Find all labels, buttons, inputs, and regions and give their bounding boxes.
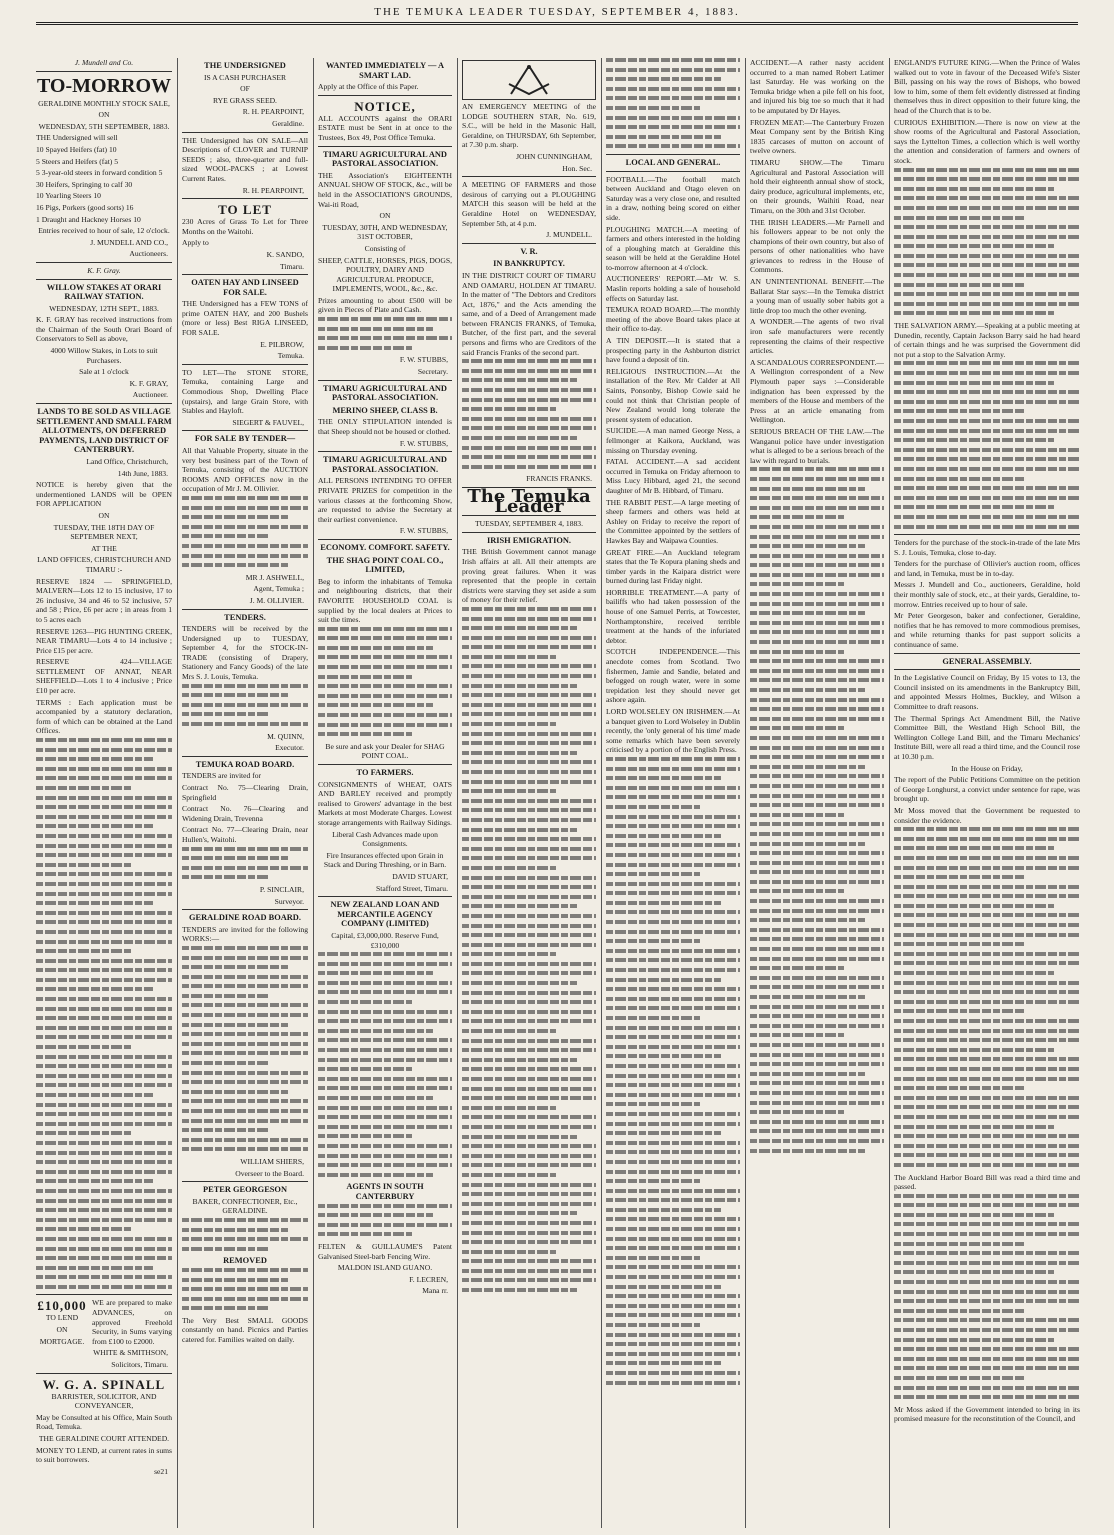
barrister-title: BARRISTER, SOLICITOR, AND CONVEYANCER, <box>51 1391 157 1411</box>
oaten-text: THE Undersigned has a FEW TONS of prime OATEN HAY, and 200 Bushels (more or less) Best RIGA LINSEED, FOR SALE. <box>182 299 308 338</box>
clover-sale: THE Undersigned has ON SALE—All Descriptions of CLOVER and TURNIP SEEDS ; also, three-quarter and full-sized WOOL-PACKS ; at Lowest Current Rates. <box>182 135 308 183</box>
england-future-king-item: ENGLAND'S FUTURE KING.—When the Prince of Wales walked out to vote in favour of the Deceased Wife's Sister Bill, passing on his way the rows of Bishops, who bowed low to him, some of them felt evidently distressed at finding themselves thus in direct opposition to their future king, the head of the Church that is to be. <box>894 58 1080 115</box>
agents-signature: F. LECREN, <box>409 1274 448 1284</box>
reserve-1824: RESERVE 1824 — SPRINGFIELD, MALVERN—Lots 12 to 15 inclusive, 17 to 26 inclusive, 34 and 46 to 52 inclusive, 57 and 58 ; Price, £6 per acre ; in areas from 1 to 5 acres each <box>36 576 172 624</box>
curious-exhibition-item: CURIOUS EXHIBITION.—There is now on view at the show rooms of the Agricultural and Pastoral Association, says the Lyttelton Times, a collection which is well worthy the attention and consideration of farmers and owners of stock. <box>894 117 1080 165</box>
lands-day: TUESDAY, THE 18TH DAY OF SEPTEMBER NEXT, <box>53 522 155 542</box>
maldon-text: MALDON ISLAND GUANO. <box>337 1263 433 1273</box>
irish-emigration-heading: IRISH EMIGRATION. <box>486 535 572 545</box>
gray-credit: K. F. Gray. <box>87 265 121 275</box>
accident-item: ACCIDENT.—A rather nasty accident occurred to a man named Robert Latimer last Saturday. He was working on the Temuka bridge when a pile fell on his foot, and injured his big toe so much that it had to be amputated by Dr Hayes. <box>750 58 884 115</box>
fatal-accident-item: FATAL ACCIDENT.—A sad accident occurred in Temuka on Friday afternoon to Miss Lucy Hibbard, aged 21, the second daughter of Mr B. Hibbard, of Timaru. <box>606 457 740 495</box>
column-divider <box>889 58 890 1528</box>
show-items: SHEEP, CATTLE, HORSES, PIGS, DOGS, POULTRY, DAIRY AND AGRICULTURAL PRODUCE, IMPLEMENTS, WOOL, &c., &c. <box>318 255 452 294</box>
willow-date: WEDNESDAY, 12TH SEPT., 1883. <box>49 303 159 313</box>
sale-date: WEDNESDAY, 5TH SEPTEMBER, 1883. <box>38 121 170 131</box>
breach-of-law-item: SERIOUS BREACH OF THE LAW.—The Wanganui police have under investigation what is alleged to be a serious breach of the law with regard to burials. <box>750 426 884 465</box>
franks-signature: FRANCIS FRANKS. <box>526 474 592 484</box>
stock-line: 10 Spayed Heifers (fat) 10 <box>36 144 117 154</box>
undersigned-heading: THE UNDERSIGNED <box>204 61 286 70</box>
column-4 <box>462 58 596 1528</box>
house-heading: In the House on Friday, <box>951 763 1023 773</box>
body-text-lines <box>606 58 740 148</box>
money-mortgage: MORTGAGE. <box>39 1336 85 1346</box>
column-divider <box>177 58 178 1528</box>
stock-line: 10 Yearling Steers 10 <box>36 191 101 201</box>
paper-date: TUESDAY, SEPTEMBER 4, 1883. <box>474 519 584 529</box>
ploughing-item: PLOUGHING MATCH.—A meeting of farmers and others interested in the holding of a ploughing match at Geraldine this season will be held at the Geraldine Hotel to-morrow afternoon at 4 o'clock. <box>606 224 740 272</box>
cunningham-signature: JOHN CUNNINGHAM, <box>516 151 592 161</box>
divider <box>182 756 308 757</box>
money-on: ON <box>56 1325 68 1335</box>
divider <box>894 534 1080 535</box>
ollivier-signature: J. M. OLLIVIER. <box>249 595 304 605</box>
royal-crest-vr: V. R. <box>520 246 538 256</box>
merino-text: THE ONLY STIPULATION intended is that Sheep should not be housed or clothed. <box>318 417 452 436</box>
frozen-meat-item: FROZEN MEAT:—The Canterbury Frozen Meat Company sent by the British King 1835 carcases of mutton on account of twelve owners. <box>750 117 884 156</box>
divider <box>318 896 452 897</box>
entries-note: Entries received to hour of sale, 12 o'clock. <box>38 226 170 236</box>
body-text-lines <box>182 847 308 880</box>
body-text-lines <box>462 607 596 1292</box>
wanted-heading: WANTED IMMEDIATELY — A SMART LAD. <box>325 61 445 80</box>
agents-heading: AGENTS IN SOUTH CANTERBURY <box>346 1182 424 1201</box>
body-text-lines <box>894 168 1080 316</box>
great-fire-item: GREAT FIRE.—An Auckland telegram states that the Te Kopura planing sheds and timber yards in the Kaipara district were burned during last Friday night. <box>606 547 740 586</box>
terms-text: TERMS : Each application must be accompanied by a statutory declaration, form of which can be obtained at the Land Offices. <box>36 697 172 736</box>
lands-office: Land Office, Christchurch, <box>86 457 168 466</box>
cunningham-role: Hon. Sec. <box>562 163 592 173</box>
sando-place: Timaru. <box>280 261 304 271</box>
divider <box>182 132 308 133</box>
notice-heading: NOTICE, <box>354 98 416 114</box>
pilbrow-place: Temuka. <box>277 351 304 361</box>
football-item: FOOTBALL.—The football match between Auckland and Otago eleven on Saturday was a very close one, and resulted in a draw, nothing being scored on either side. <box>606 174 740 222</box>
to-let-heading: TO LET <box>218 202 272 218</box>
body-text-lines <box>750 467 884 1152</box>
sale-intro: THE Undersigned will sell <box>36 133 118 143</box>
apply-to: Apply to <box>182 238 209 248</box>
quinn-signature: M. QUINN, <box>267 731 304 741</box>
stuart-address: Stafford Street, Timaru. <box>376 883 448 893</box>
divider <box>182 274 308 275</box>
sale-on: ON <box>98 110 110 120</box>
ad-reference: se21 <box>154 1466 168 1476</box>
store-to-let: TO LET—The STONE STORE, Temuka, containing Large and Commodious Shop, Dwelling Place (upstairs), and large Grain Store, with Stables and Hayloft. <box>182 367 308 416</box>
mundell-signature: J. MUNDELL. <box>546 230 592 240</box>
body-text-lines <box>462 359 596 469</box>
column-1 <box>36 58 172 1528</box>
divider <box>462 176 596 177</box>
tenders-ollivier-note: Tenders for the purchase of Ollivier's auction room, offices and land, in Temuka, must be in to-day. <box>894 559 1080 578</box>
body-text-lines <box>182 496 308 567</box>
divider <box>462 532 596 533</box>
pilbrow-signature: E. PILBROW, <box>260 339 304 349</box>
white-signature: WHITE & SMITHSON, <box>93 1348 168 1358</box>
lands-date: 14th June, 1883. <box>117 468 168 478</box>
body-text-lines <box>318 627 452 737</box>
compass-square-icon <box>499 64 559 96</box>
tenders-louis-note: Tenders for the purchase of the stock-in-trade of the late Mrs S. J. Louis, Temuka, close to-day. <box>894 538 1080 557</box>
divider <box>182 198 308 199</box>
notice-text: ALL ACCOUNTS against the ORARI ESTATE must be Sent in at once to the Trustees, Box 49, Post Office Temuka. <box>318 113 452 142</box>
lands-on: ON <box>98 510 110 520</box>
shiers-signature: WILLIAM SHIERS, <box>240 1156 304 1166</box>
meeting-text: A MEETING OF FARMERS and those desirous of carrying out a PLOUGHING MATCH this season will be held at the Geraldine Hotel on WEDNESDAY, September 5th, at 4 p.m. <box>462 180 596 228</box>
auctioneers-item: AUCTIONEERS' REPORT.—Mr W. S. Maslin reports holding a sale of household effects on Saturday last. <box>606 274 740 303</box>
removed-heading: REMOVED <box>223 1256 267 1266</box>
suicide-item: SUICIDE.—A man named George Ness, a fellmonger at Kaikora, Auckland, was missing on Thursday evening. <box>606 426 740 455</box>
to-let-text: 230 Acres of Grass To Let for Three Months on the Waitohi. <box>182 217 308 236</box>
body-text-lines <box>182 1218 308 1251</box>
gray-role: Auctioneer. <box>132 390 168 400</box>
geraldine-court: THE GERALDINE COURT ATTENDED. <box>38 1434 170 1443</box>
assembly-text: In the Legislative Council on Friday, By 15 votes to 13, the Council insisted on its amendments in the Bankruptcy Bill, and appointed Messrs Holmes, Buckley, and Wilson a Committee to draft reasons. <box>894 673 1080 711</box>
money-amount: £10,000 <box>37 1298 87 1314</box>
divider <box>36 71 172 72</box>
religious-item: RELIGIOUS INSTRUCTION.—At the installation of the Rev. Mr Calder at All Saints, Ponsonby, Bishop Cowie said he could not think that Christian people of New Zealand would long tolerate the present system of education. <box>606 366 740 424</box>
divider <box>182 909 308 910</box>
to-morrow-heading: TO-MORROW <box>36 74 172 97</box>
merino-heading: MERINO SHEEP, CLASS B. <box>332 405 438 415</box>
column-6 <box>750 58 884 1528</box>
sando-signature: K. SANDO, <box>266 249 304 259</box>
pearpoint-signature: R. H. PEARPOINT, <box>242 185 304 195</box>
divider <box>318 146 452 147</box>
body-text-lines <box>182 1268 308 1310</box>
wanted-apply: Apply at the Office of this Paper. <box>318 82 419 92</box>
masonic-emblem <box>462 60 596 100</box>
baker-title: BAKER, CONFECTIONER, Etc., GERALDINE. <box>192 1196 298 1216</box>
white-role: Solicitors, Timaru. <box>111 1360 168 1370</box>
gray-signature: K. F. GRAY, <box>129 378 168 388</box>
auckland-harbor-text: The Auckland Harbor Board Bill was read a third time and passed. <box>894 1172 1080 1192</box>
stock-line: 5 3-year-old steers in forward condition 5 <box>36 168 163 178</box>
willow-body: K. F. GRAY has received instructions from the Chairman of the South Orari Board of Conservators to Sell as above, <box>36 315 172 344</box>
cash-of: OF <box>240 84 250 94</box>
divider <box>462 243 596 244</box>
exhibitors-text: ALL PERSONS INTENDING TO OFFER PRIVATE PRIZES for competition in the various classes at the forthcoming Show, are requested to advise the Secretary at their earliest convenience. <box>318 476 452 524</box>
paper-title: The Temuka Leader <box>467 485 591 517</box>
body-text-lines <box>894 1194 1080 1399</box>
money-to-lend: TO LEND <box>45 1313 79 1323</box>
reserve-1263: RESERVE 1263—PIG HUNTING CREEK, NEAR TIMARU—Lots 4 to 14 inclusive ; Price £15 per acre. <box>36 626 172 655</box>
willow-title: WILLOW STAKES AT ORARI RAILWAY STATION. <box>46 282 162 302</box>
rye-grass: RYE GRASS SEED. <box>213 95 277 105</box>
road-tenders: TENDERS are invited for <box>182 771 262 781</box>
divider <box>182 1181 308 1182</box>
column-divider <box>313 58 314 1528</box>
body-text-lines <box>606 757 740 1385</box>
contract-76: Contract No. 76—Clearing and Widening Drain, Trevenna <box>182 804 308 823</box>
ashwell-signature: MR J. ASHWELL, <box>245 572 304 582</box>
show-consisting: Consisting of <box>364 243 406 253</box>
general-assembly-heading: GENERAL ASSEMBLY. <box>942 656 1032 666</box>
shag-point-heading: THE SHAG POINT COAL CO., LIMITED, <box>326 555 444 575</box>
divider <box>36 262 172 263</box>
pearpoint-place: Geraldine. <box>272 118 304 128</box>
temuka-road-board: TEMUKA ROAD BOARD. <box>195 759 295 769</box>
wonder-item: A WONDER.—The agents of two rival iron safe manufacturers were recently representing the claims of their respective articles. <box>750 317 884 356</box>
money-text: WE are prepared to make ADVANCES, on approved Freehold Security, in Sums varying from £100 to £2000. <box>92 1298 172 1346</box>
divider <box>182 364 308 365</box>
tender-text: All that Valuable Property, situate in the very best business part of the Town of Temuka, consisting of the AUCTION ROOMS AND OFFICES now in the occupation of Mr J. M. Ollivier. <box>182 446 308 494</box>
willow-stakes: 4000 Willow Stakes, in Lots to suit Purchasers. <box>50 346 158 365</box>
siegert-signature: SIEGERT & FAUVEL, <box>232 417 304 427</box>
cash-purchaser: IS A CASH PURCHASER <box>203 72 287 82</box>
lands-at: AT THE <box>91 543 117 553</box>
tenders-text: TENDERS will be received by the Undersigned up to TUESDAY, September 4, for the STOCK-IN-TRADE (consisting of Drapery, Stationery and Fancy Goods) of the late Mrs S. J. Louis, Temuka. <box>182 624 308 682</box>
money-lend-ad <box>36 1298 172 1348</box>
capital-text: Capital, £3,000,000. Reserve Fund, £310,000 <box>331 930 439 950</box>
sinclair-signature: P. SINCLAIR, <box>259 884 304 894</box>
mundell-signature: J. MUNDELL AND CO., <box>90 237 168 247</box>
petitions-text: The report of the Public Petitions Committee on the petition of George Longhurst, a convict under sentence for rape, was brought up. <box>894 775 1080 804</box>
divider <box>36 403 172 404</box>
divider <box>36 1294 172 1295</box>
baker-text: The Very Best SMALL GOODS constantly on hand. Picnics and Parties catered for. Families waited on daily. <box>182 1315 308 1345</box>
tin-deposit-item: A TIN DEPOSIT.—It is stated that a prospecting party in the Ashburton district have found a deposit of tin. <box>606 336 740 365</box>
body-text-lines <box>182 684 308 726</box>
moss-end-text: Mr Moss asked if the Government intended to bring in its promised measure for the reconstitution of the Council, and <box>894 1404 1080 1424</box>
contract-77: Contract No. 77—Clearing Drain, near Hullen's, Waitohi. <box>182 825 308 844</box>
moss-text: Mr Moss moved that the Government be requested to consider the evidence. <box>894 805 1080 825</box>
page-masthead: THE TEMUKA LEADER TUESDAY, SEPTEMBER 4, 1883. <box>374 6 740 18</box>
divider <box>36 279 172 280</box>
mundell-credit: J. Mundell and Co. <box>74 58 134 67</box>
felten-text: FELTEN & GUILLAUME'S Patent Galvanised Steel-barb Fencing Wire. <box>318 1241 452 1261</box>
mana-reference: Mana rr. <box>422 1286 448 1296</box>
mundell-sale-note: Messrs J. Mundell and Co., auctioneers, Geraldine, hold their monthly sale of stock, etc., at their yards, Geraldine, to-morrow. Entries received up to hour of sale. <box>894 580 1080 609</box>
timaru-ag-heading: TIMARU AGRICULTURAL AND PASTORAL ASSOCIATION. <box>323 383 447 403</box>
for-sale-tender-heading: FOR SALE BY TENDER— <box>194 434 296 444</box>
willow-sale-time: Sale at 1 o'clock <box>79 367 129 377</box>
road-board-item: TEMUKA ROAD BOARD.—The monthly meeting of the above Board takes place at their office to-day. <box>606 305 740 334</box>
aspinall-name: W. G. A. SPINALL <box>42 1376 166 1392</box>
timaru-show-item: TIMARU SHOW.—The Timaru Agricultural and Pastoral Association will hold their eighteenth annual show of stock, dairy produce, agricultural implements, etc, on their grounds, Waihiti Road, near Timaru, on the 30th and 31st October. <box>750 157 884 215</box>
bankruptcy-heading: IN BANKRUPTCY. <box>493 259 565 269</box>
nz-loan-heading: NEW ZEALAND LOAN AND MERCANTILE AGENCY COMPANY (LIMITED) <box>330 900 440 929</box>
scandalous-item: A SCANDALOUS CORRESPONDENT.—A Wellington correspondent of a New Plymouth paper says :—Considerable indignation has been expressed by the members of the House and members of the Press at an article emanating from Wellington. <box>750 357 884 425</box>
column-divider <box>745 58 746 1528</box>
body-text-lines <box>318 952 452 1177</box>
prizes-text: Prizes amounting to about £500 will be given in Pieces of Plate and Cash. <box>318 295 452 315</box>
economy-heading: ECONOMY. COMFORT. SAFETY. <box>320 542 450 552</box>
stock-line: 16 Pigs, Porkers (good sorts) 16 <box>36 202 134 212</box>
column-divider <box>457 58 458 1528</box>
stock-line: 5 Steers and Heifers (fat) 5 <box>36 156 119 166</box>
reserve-424: RESERVE 424—VILLAGE SETTLEMENT OF ANNAT, NEAR SHEFFIELD—Lots 1 to 4 inclusive ; Price £10 per acre. <box>36 657 172 696</box>
scotch-independence-item: SCOTCH INDEPENDENCE.—This anecdote comes from Scotland. Two fishermen, Jamie and Sandie, belated and befogged on rough water, were in some trepidation lest they should never get ashore again. <box>606 647 740 705</box>
geraldine-road-board: GERALDINE ROAD BOARD. <box>189 913 301 923</box>
masthead-rule <box>36 22 1078 23</box>
body-text-lines <box>894 361 1080 528</box>
column-2 <box>182 58 308 1528</box>
stock-line: 1 Draught and Hackney Horses 10 <box>36 214 141 224</box>
shag-text: Beg to inform the inhabitants of Temuka and neighbouring districts, that their FAVORITE HOUSEHOLD COAL is supplied by the local dealers at Prices to suit the times. <box>318 576 452 625</box>
fire-text: Fire Insurances effected upon Grain in Stack and During Threshing, or in Barn. <box>323 850 447 870</box>
divider <box>606 154 740 155</box>
mundell-role: Auctioneers. <box>129 249 168 259</box>
shag-sure: Be sure and ask your Dealer for SHAG POINT COAL. <box>325 741 445 761</box>
show-on: ON <box>379 211 391 221</box>
shiers-role: Overseer to the Board. <box>235 1168 304 1178</box>
stock-line: 30 Heifers, Springing to calf 30 <box>36 179 133 189</box>
column-divider <box>601 58 602 1528</box>
oaten-title: OATEN HAY AND LINSEED FOR SALE. <box>191 278 299 297</box>
tenders-heading: TENDERS. <box>224 612 266 622</box>
wolseley-item: LORD WOLSELEY ON IRISHMEN.—At a banquet given to Lord Wolseley in Dublin recently, the 'only general of his time' made some remarks which have been severely criticised by a portion of the English Press. <box>606 707 740 755</box>
show-dates: TUESDAY, 30TH, AND WEDNESDAY, 31ST OCTOBER, <box>322 222 448 242</box>
salvation-army-item: THE SALVATION ARMY.—Speaking at a public meeting at Dunedin, recently, Captain Jackson Barry said he had heard of certain things and he was surprised the Government did not put a stop to the Salvation Army. <box>894 321 1080 359</box>
assembly-text-2: The Thermal Springs Act Amendment Bill, the Native Committee Bill, the Westland High School Bill, the Wellington College Land Bill, and the Timaru Mechanics' Institute Bill, were all read a third time, and the Council rose at 10.30 p.m. <box>894 713 1080 761</box>
timaru-ag-heading: TIMARU AGRICULTURAL AND PASTORAL ASSOCIATION. <box>323 455 447 474</box>
emergency-text: AN EMERGENCY MEETING of the LODGE SOUTHERN STAR, No. 619, S.C., will be held in the Masonic Hall, Geraldine, on THURSDAY, 6th September, at 7.30 p.m. sharp. <box>462 102 596 150</box>
stubbs-signature: F. W. STUBBS, <box>399 355 448 365</box>
divider <box>318 380 452 381</box>
timaru-ag-text: THE Association's EIGHTEENTH ANNUAL SHOW OF STOCK, &c., will be held in the ASSOCIATION'S GROUNDS, Wai-iti Road, <box>318 170 452 209</box>
body-text-lines <box>318 1204 452 1237</box>
ashwell-role: Agent, Temuka ; <box>253 584 304 594</box>
stuart-signature: DAVID STUART, <box>392 871 448 881</box>
divider <box>894 653 1080 654</box>
farmers-heading: TO FARMERS. <box>356 768 414 777</box>
divider <box>182 609 308 610</box>
divider <box>182 430 308 431</box>
body-text-lines <box>318 317 452 350</box>
lands-where: LAND OFFICES, CHRISTCHURCH AND TIMARU :- <box>37 555 171 574</box>
consignments-text: CONSIGNMENTS of WHEAT, OATS AND BARLEY received and promptly realised to Growers' advantage in the best Markets at most Moderate Charges. Lowest storage arrangements with Railway Sidings. <box>318 779 452 827</box>
geraldine-tenders: TENDERS are invited for the following WORKS:— <box>182 924 308 944</box>
masthead-rule-2 <box>36 24 1078 25</box>
body-text-lines <box>36 738 172 1289</box>
bankruptcy-text: IN THE DISTRICT COURT OF TIMARU AND OAMARU, HOLDEN AT TIMARU. In the matter of "The Debtors and Creditors Act, 1876," and the Acts amending the same, and of a Deed of Arrangement made between FRANCIS FRANKS, of Temuka, Butcher, of the first part, and the several persons and firms who are Creditors of the said Francis Franks of the second part. <box>462 270 596 357</box>
rabbit-pest-item: THE RABBIT PEST.—A large meeting of sheep farmers and others was held at Ashley on Friday to receive the report of the Committee appointed by the settlers of Hawkes Bay and Waipawa Counties. <box>606 497 740 545</box>
sale-title: GERALDINE MONTHLY STOCK SALE, <box>38 98 170 108</box>
horrible-treatment-item: HORRIBLE TREATMENT.—A party of bailiffs who had taken possession of the house of one Samuel Perris, at Towcester, Northamptonshire, received terrible treatment at the hands of the infuriated debtor. <box>606 587 740 645</box>
stubbs-role: Secretary. <box>417 367 448 377</box>
liberal-text: Liberal Cash Advances made upon Consignments. <box>332 829 438 849</box>
lands-notice: NOTICE is hereby given that the undermentioned LANDS will be OPEN FOR APPLICATION <box>36 480 172 509</box>
barrister-text: May be Consulted at his Office, Main South Road, Temuka. <box>36 1412 172 1432</box>
georgeson-note: Mr Peter Georgeson, baker and confectioner, Geraldine, notifies that he has removed to more commodious premises, and while returning thanks for past support solicits a continuance of same. <box>894 611 1080 650</box>
lands-title: LANDS TO BE SOLD AS VILLAGE SETTLEMENT AND SMALL FARM ALLOTMENTS, ON DEFERRED PAYMENTS, LAND DISTRICT OF CANTERBURY. <box>36 407 172 455</box>
body-text-lines <box>182 946 308 1151</box>
pearpoint-signature: R. H. PEARPOINT, <box>242 107 304 117</box>
body-text-lines <box>894 827 1080 1167</box>
stubbs-signature: F. W. STUBBS, <box>399 526 448 536</box>
column-5 <box>606 58 740 1528</box>
timaru-ag-heading: TIMARU AGRICULTURAL AND PASTORAL ASSOCIATION. <box>323 149 447 169</box>
contract-75: Contract No. 75—Clearing Drain, Springfield <box>182 783 308 802</box>
divider <box>606 171 740 172</box>
divider <box>36 1373 172 1374</box>
column-7 <box>894 58 1080 1528</box>
irish-leaders-item: THE IRISH LEADERS.—Mr Parnell and his followers appear to be not only the champions of their own country, but also of persons of other nationalities who have grievances to redress in the House of Commons. <box>750 217 884 275</box>
divider <box>894 669 1080 670</box>
divider <box>318 764 452 765</box>
georgeson-name: PETER GEORGESON <box>203 1185 287 1195</box>
money-lend-note: MONEY TO LEND, at current rates in sums to suit borrowers. <box>36 1445 172 1465</box>
irish-emigration-text: THE British Government cannot manage Irish affairs at all. All their attempts are proving great failures. When it was represented that the people in certain districts were starving they set aside a sum of money for their relief. <box>462 547 596 605</box>
divider <box>318 95 452 96</box>
local-general-heading: LOCAL AND GENERAL. <box>625 157 721 167</box>
quinn-role: Executor. <box>275 743 304 753</box>
sinclair-role: Surveyor. <box>274 896 304 906</box>
stubbs-signature: F. W. STUBBS, <box>399 438 448 448</box>
divider <box>318 451 452 452</box>
column-3 <box>318 58 452 1528</box>
divider <box>318 539 452 540</box>
unintentional-benefit-item: AN UNINTENTIONAL BENEFIT.—The Ballarat Star says:—In the Temuka district a young man of usually sober habits got a little drop too much the other evening. <box>750 277 884 315</box>
